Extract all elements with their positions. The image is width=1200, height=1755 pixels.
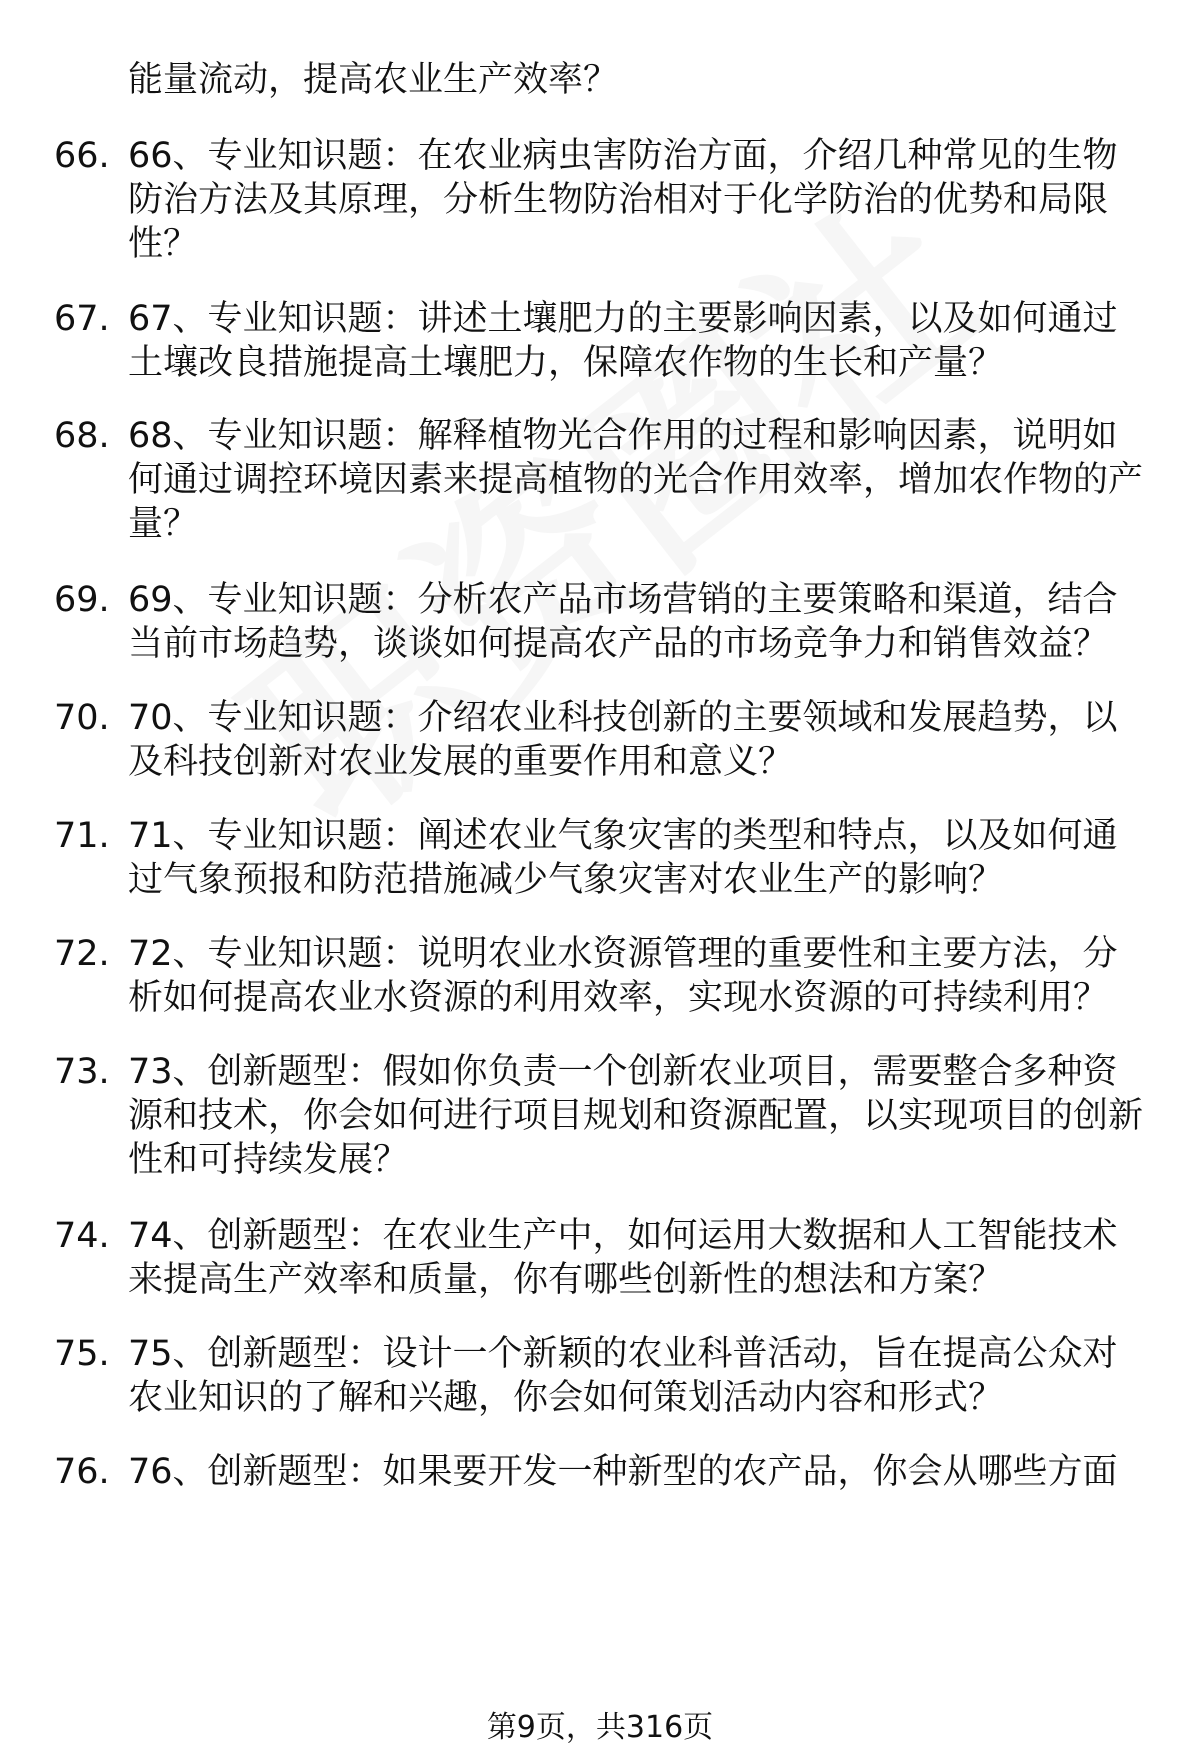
item-text: 73、创新题型：假如你负责一个创新农业项目，需要整合多种资源和技术，你会如何进行项目规划和资源配置，以实现项目的创新性和可持续发展？ — [128, 1052, 1144, 1180]
item-number: 66. — [54, 136, 110, 176]
item-text: 71、专业知识题：阐述农业气象灾害的类型和特点，以及如何通过气象预报和防范措施减少气象灾害对农业生产的影响？ — [128, 816, 1118, 900]
item-number: 75. — [54, 1334, 110, 1374]
item-text: 68、专业知识题：解释植物光合作用的过程和影响因素，说明如何通过调控环境因素来提高植物的光合作用效率，增加农作物的产量？ — [128, 416, 1144, 544]
item-number: 72. — [54, 934, 110, 974]
item-number: 73. — [54, 1052, 110, 1092]
item-text: 72、专业知识题：说明农业水资源管理的重要性和主要方法，分析如何提高农业水资源的利用效率，实现水资源的可持续利用？ — [128, 934, 1118, 1018]
item-number: 70. — [54, 698, 110, 738]
item-number: 71. — [54, 816, 110, 856]
item-text: 66、专业知识题：在农业病虫害防治方面，介绍几种常见的生物防治方法及其原理，分析生物防治相对于化学防治的优势和局限性？ — [128, 136, 1118, 264]
page-number-footer: 第9页，共316页 — [486, 1710, 714, 1745]
continuation-text: 能量流动，提高农业生产效率？ — [128, 60, 619, 100]
item-number: 68. — [54, 416, 110, 456]
item-number: 76. — [54, 1452, 110, 1492]
item-text: 67、专业知识题：讲述土壤肥力的主要影响因素，以及如何通过土壤改良措施提高土壤肥力，保障农作物的生长和产量？ — [128, 299, 1118, 383]
item-number: 67. — [54, 299, 110, 339]
item-text: 76、创新题型：如果要开发一种新型的农产品，你会从哪些方面 — [128, 1452, 1118, 1492]
item-text: 75、创新题型：设计一个新颖的农业科普活动，旨在提高公众对农业知识的了解和兴趣，你会如何策划活动内容和形式？ — [128, 1334, 1118, 1418]
item-number: 69. — [54, 580, 110, 620]
item-text: 74、创新题型：在农业生产中，如何运用大数据和人工智能技术来提高生产效率和质量，你有哪些创新性的想法和方案？ — [128, 1216, 1118, 1300]
item-text: 70、专业知识题：介绍农业科技创新的主要领域和发展趋势，以及科技创新对农业发展的重要作用和意义？ — [128, 698, 1118, 782]
item-number: 74. — [54, 1216, 110, 1256]
item-text: 69、专业知识题：分析农产品市场营销的主要策略和渠道，结合当前市场趋势，谈谈如何提高农产品的市场竞争力和销售效益？ — [128, 580, 1118, 664]
